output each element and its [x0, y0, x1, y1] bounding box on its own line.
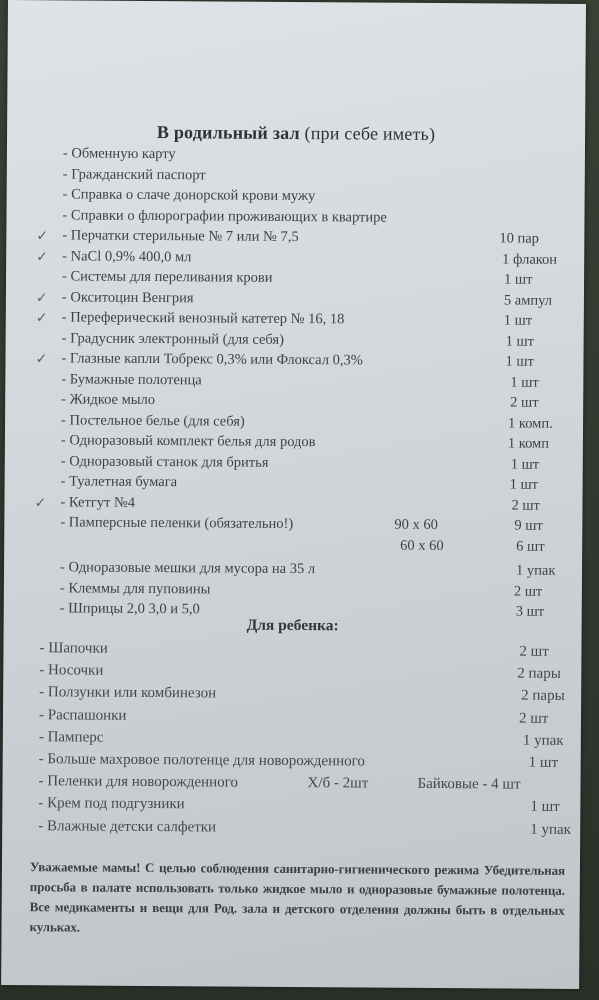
item-quantity: 1 шт: [510, 374, 539, 391]
item-quantity: 2 шт: [511, 497, 540, 514]
item-quantity: 3 шт: [515, 603, 545, 620]
item-name: - Туалетная бумага: [60, 473, 178, 491]
item-name: - Пеленки для новорожденного: [38, 773, 238, 791]
item-quantity: 10 пар: [499, 230, 539, 247]
item-quantity: 1 шт: [505, 353, 534, 370]
list-item: [2, 771, 580, 796]
list-item: [3, 749, 581, 774]
item-name: - NaCl 0,9% 400,0 мл: [62, 247, 192, 265]
page-title: [7, 121, 585, 146]
item-name: - Памперсные пеленки (обязательно!): [60, 514, 294, 533]
item-quantity: 1 шт: [530, 799, 560, 816]
item-quantity: 9 шт: [514, 517, 543, 534]
item-name: - Памперс: [38, 729, 104, 746]
title-normal: (при себе иметь): [299, 123, 436, 144]
item-quantity: 1 шт: [509, 476, 539, 493]
item-name: - Влажные детски салфетки: [38, 817, 217, 836]
item-name: - Носочки: [39, 662, 104, 679]
item-quantity: 2 шт: [518, 710, 549, 727]
item-name: - Шапочки: [39, 640, 108, 657]
item-variant-flannel: Байковые - 4 шт: [417, 776, 521, 793]
list-item: [3, 705, 581, 730]
item-name: - Шприцы 2,0 3,0 и 5,0: [59, 600, 200, 618]
item-size: 90 х 60: [394, 516, 438, 534]
item-name: - Бумажные полотенца: [61, 370, 202, 388]
item-quantity: 1 шт: [504, 271, 533, 288]
item-quantity: 2 шт: [513, 583, 543, 600]
item-quantity: 2 пары: [521, 687, 565, 705]
item-quantity: 1 шт: [503, 312, 533, 329]
item-quantity: 6 шт: [516, 538, 545, 555]
item-name: - Кетгут №4: [60, 493, 136, 511]
checkmark-icon: ✓: [35, 289, 48, 306]
item-quantity: 1 шт: [510, 456, 540, 473]
list-item: [3, 638, 581, 663]
checkmark-icon: ✓: [35, 310, 48, 327]
item-size: 60 х 60: [400, 537, 444, 554]
item-quantity: 2 пары: [517, 665, 561, 683]
item-quantity: 1 упак: [530, 821, 572, 838]
item-quantity: 2 шт: [510, 394, 539, 411]
item-quantity: 2 шт: [519, 643, 549, 660]
item-quantity: 1 упак: [522, 732, 564, 749]
title-bold: В родильный зал: [156, 122, 300, 144]
checkmark-icon: ✓: [36, 248, 48, 265]
item-quantity: 1 шт: [505, 332, 535, 350]
list-item: [2, 816, 580, 841]
item-name: - Больше махровое полотенце для новорожденного: [38, 751, 365, 770]
item-name: - Одноразовый комплект белья для родов: [60, 432, 316, 451]
list-item: [3, 727, 581, 752]
notice-paragraph: Уважаемые мамы! С целью соблюдения санитарно-гигиенического режима Убедительная просьба в палате использовать только жидкое мыло и одноразовые бумажные полотенца. Все медикаменты и вещи для Род. зала и детского отделения должны быть в отдельных кульках.: [29, 859, 565, 935]
paper-sheet: [1, 0, 586, 989]
item-quantity: 5 ампул: [503, 291, 553, 309]
document: [1, 0, 586, 989]
child-section-title: Для ребенка:: [246, 616, 339, 635]
item-name: - Одноразовый станок для бритья: [60, 452, 269, 471]
list-item: [3, 660, 581, 685]
checkmark-icon: ✓: [34, 494, 47, 511]
item-name: - Гражданский паспорт: [62, 165, 206, 183]
item-name: - Жидкое мыло: [61, 391, 156, 409]
item-quantity: 1 флакон: [502, 250, 558, 268]
item-quantity: 1 комп.: [508, 415, 553, 432]
item-quantity: 1 упак: [515, 562, 556, 579]
item-name: - Обменную карту: [62, 145, 176, 163]
item-name: - Крем под подгузники: [38, 795, 185, 813]
item-name: - Градусник электронный (для себя): [61, 329, 285, 348]
item-name: - Одноразовые мешки для мусора на 35 л: [59, 559, 316, 578]
list-item: [2, 793, 580, 818]
item-name: - Переферический венозный катетер № 16, 18: [61, 309, 345, 328]
list-item: [4, 532, 582, 556]
item-variant-cotton: Х/б - 2шт: [307, 775, 369, 792]
item-name: - Глазные капли Тобрекс 0,3% или Флоксал 0,3%: [61, 350, 363, 369]
checkmark-icon: ✓: [36, 228, 49, 245]
checkmark-icon: ✓: [35, 351, 48, 368]
item-name: - Постельное белье (для себя): [61, 411, 245, 430]
item-name: - Окситоцин Венгрия: [61, 288, 194, 306]
item-name: - Ползунки или комбинезон: [39, 684, 217, 702]
item-name: - Справки о флюрографии проживающих в квартире: [62, 206, 387, 226]
item-name: - Клеммы для пуповины: [59, 579, 211, 597]
item-name: - Системы для переливания крови: [62, 268, 273, 286]
item-name: - Распашонки: [38, 706, 127, 724]
list-item: [3, 682, 581, 707]
item-quantity: 1 шт: [528, 754, 559, 771]
item-name: - Перчатки стерильные № 7 или № 7,5: [62, 227, 299, 246]
item-quantity: 1 комп: [507, 435, 550, 452]
item-name: - Справка о слаче донорской крови мужу: [62, 186, 316, 205]
